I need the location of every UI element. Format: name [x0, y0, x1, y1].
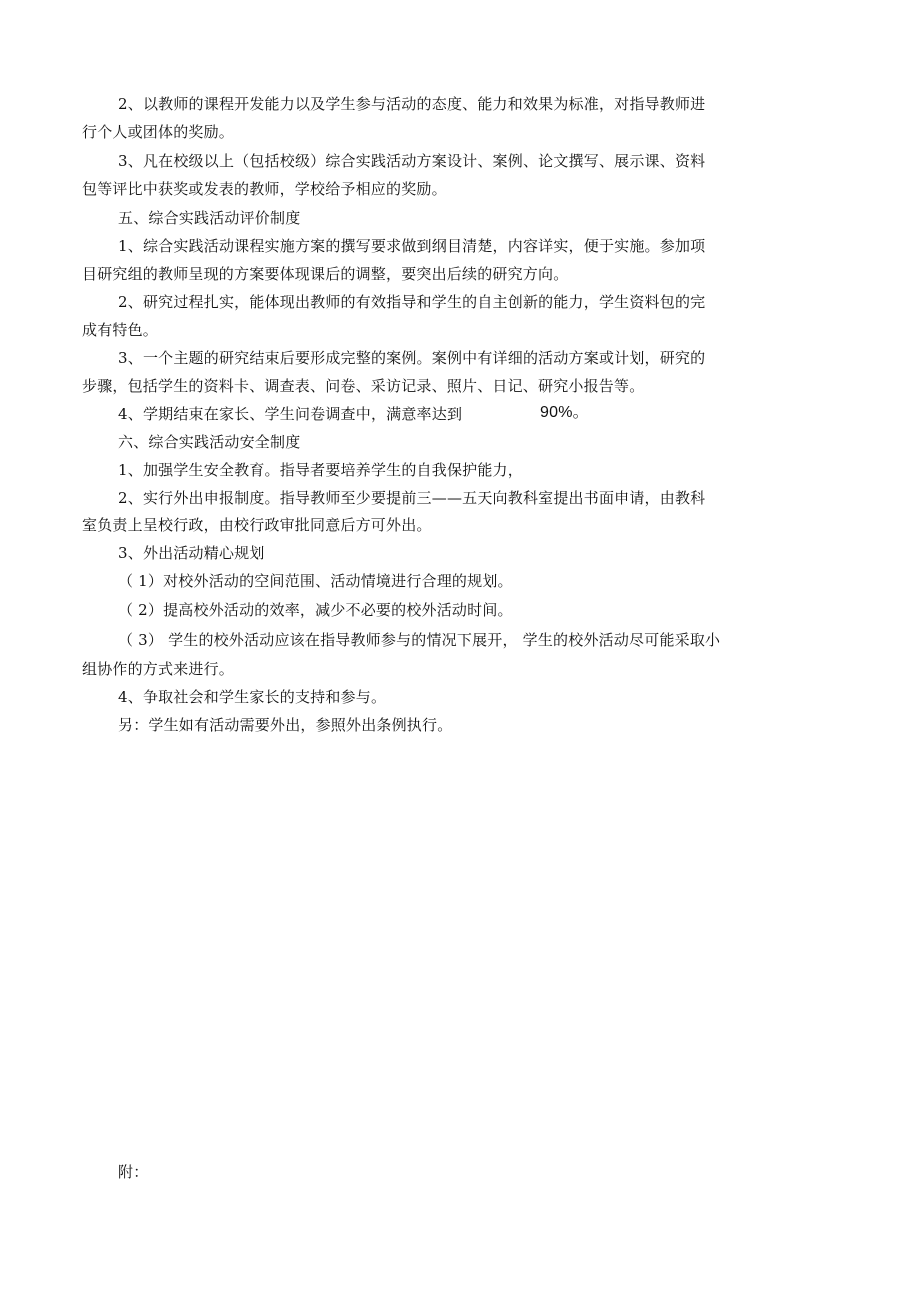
list-item: （ 2）提高校外活动的效率，减少不必要的校外活动时间。 — [118, 601, 513, 619]
list-item: （ 1）对校外活动的空间范围、活动情境进行合理的规划。 — [118, 572, 513, 590]
paragraph-line: 目研究组的教师呈现的方案要体现课后的调整，要突出后续的研究方向。 — [82, 265, 569, 283]
paragraph-line: 2、实行外出申报制度。指导教师至少要提前三——五天向教科室提出书面申请，由教科 — [118, 489, 706, 507]
paragraph-line: 成有特色。 — [82, 321, 159, 339]
paragraph-line: 3、一个主题的研究结束后要形成完整的案例。案例中有详细的活动方案或计划，研究的 — [118, 349, 706, 367]
paragraph-line: 另：学生如有活动需要外出，参照外出条例执行。 — [118, 716, 453, 734]
paragraph-line: 组协作的方式来进行。 — [82, 660, 235, 678]
paragraph-line: 室负责上呈校行政，由校行政审批同意后方可外出。 — [82, 516, 432, 534]
section-heading: 六、综合实践活动安全制度 — [118, 433, 301, 451]
section-heading: 五、综合实践活动评价制度 — [118, 209, 301, 227]
paragraph-line: 1、加强学生安全教育。指导者要培养学生的自我保护能力， — [118, 461, 523, 479]
paragraph-line: 3、凡在校级以上（包括校级）综合实践活动方案设计、案例、论文撰写、展示课、资料 — [118, 152, 706, 170]
paragraph-line: 4、争取社会和学生家长的支持和参与。 — [118, 688, 387, 706]
paragraph-line: 步骤，包括学生的资料卡、调查表、问卷、采访记录、照片、日记、研究小报告等。 — [82, 377, 645, 395]
paragraph-line: 2、以教师的课程开发能力以及学生参与活动的态度、能力和效果为标准，对指导教师进 — [118, 95, 706, 113]
paragraph-line: 4、学期结束在家长、学生问卷调查中，满意率达到 — [118, 405, 463, 423]
paragraph-line: 包等评比中获奖或发表的教师，学校给予相应的奖励。 — [82, 180, 447, 198]
paragraph-line: 1、综合实践活动课程实施方案的撰写要求做到纲目清楚，内容详实，便于实施。参加项 — [118, 237, 706, 255]
paragraph-line: 行个人或团体的奖励。 — [82, 123, 235, 141]
paragraph-line: 2、研究过程扎实，能体现出教师的有效指导和学生的自主创新的能力，学生资料包的完 — [118, 293, 706, 311]
list-item: （ 3） 学生的校外活动应该在指导教师参与的情况下展开， 学生的校外活动尽可能采取小 — [118, 631, 721, 649]
appendix-label: 附： — [118, 1163, 149, 1181]
paragraph-line: 3、外出活动精心规划 — [118, 544, 265, 562]
percentage-value: 90%。 — [540, 404, 589, 421]
